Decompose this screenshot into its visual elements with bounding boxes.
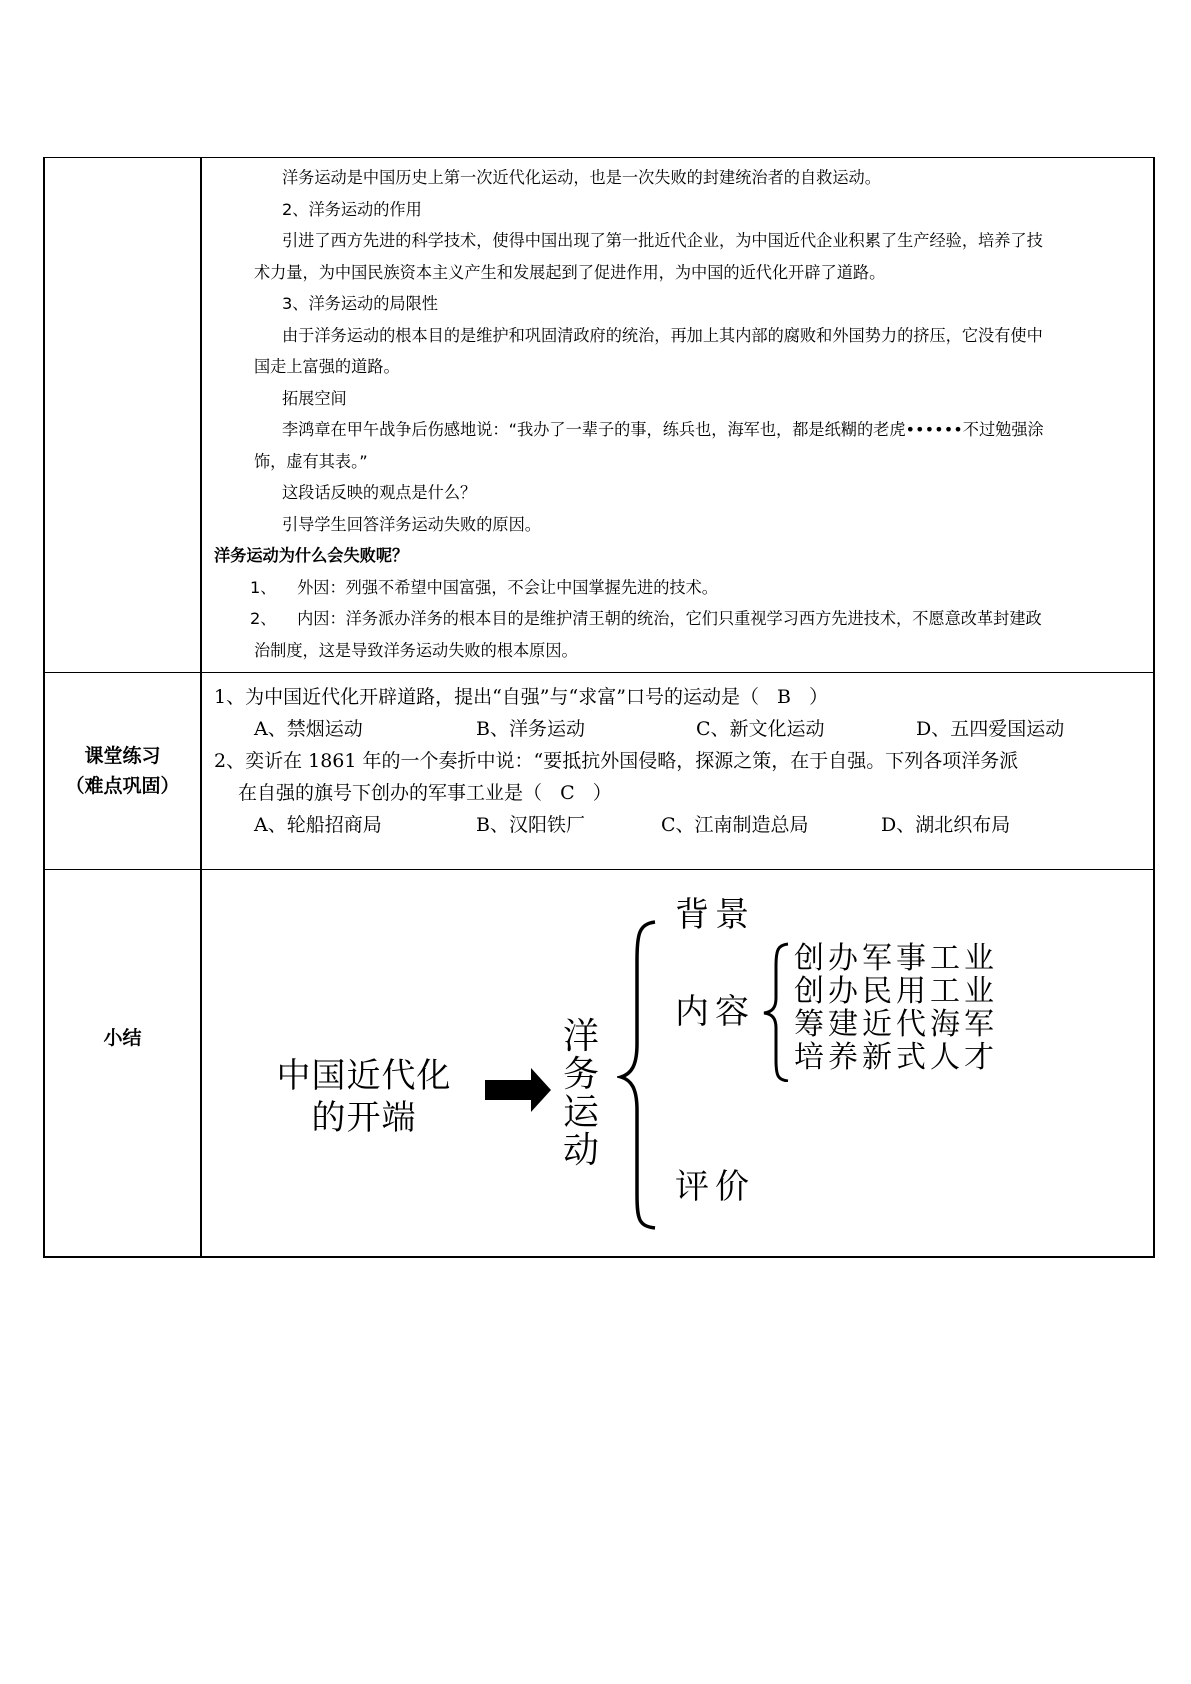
summary-label: 小结 bbox=[103, 1027, 142, 1049]
row-content-label-cell bbox=[44, 158, 201, 673]
row-exercise bbox=[44, 673, 1154, 870]
mindmap-center bbox=[559, 1018, 603, 1170]
small-brace-icon bbox=[758, 942, 794, 1082]
row-content-body-cell bbox=[201, 158, 1154, 673]
text-line: 引导学生回答洋务运动失败的原因。 bbox=[282, 514, 541, 534]
question-2-cont: 在自强的旗号下创办的军事工业是（ C ） bbox=[238, 782, 612, 804]
q2-option-c: C、江南制造总局 bbox=[661, 814, 809, 836]
reason-internal: 2、 内因：洋务派办洋务的根本目的是维护清王朝的统治，它们只重视学习西方先进技术，不愿意改革封建政 bbox=[250, 609, 1042, 628]
quote-line: 李鸿章在甲午战争后伤感地说：“我办了一辈子的事，练兵也，海军也，都是纸糊的老虎••••••不过勉强涂 bbox=[282, 420, 1044, 439]
text-line: 国走上富强的道路。 bbox=[254, 357, 400, 376]
q2-option-d: D、湖北织布局 bbox=[881, 814, 1011, 836]
row-summary-body-cell bbox=[201, 870, 1154, 1258]
center-char: 洋 bbox=[562, 1016, 599, 1057]
reason-internal-cont: 治制度，这是导致洋务运动失败的根本原因。 bbox=[254, 640, 578, 660]
center-char: 动 bbox=[562, 1130, 599, 1171]
row-exercise-label-cell bbox=[44, 673, 201, 870]
origin-line1: 中国近代化 bbox=[276, 1056, 452, 1096]
reason-external: 1、 外因：列强不希望中国富强，不会让中国掌握先进的技术。 bbox=[250, 577, 718, 597]
question-1-options bbox=[214, 713, 1141, 745]
mind-map bbox=[202, 870, 1153, 1256]
row-content bbox=[44, 158, 1154, 673]
branch-content: 内容 bbox=[675, 992, 755, 1032]
q2-option-a: A、轮船招商局 bbox=[254, 814, 382, 836]
quote-line: 饰，虚有其表。” bbox=[254, 451, 368, 471]
branch-background: 背景 bbox=[675, 895, 755, 935]
center-char: 务 bbox=[562, 1054, 599, 1095]
text-line: 这段话反映的观点是什么？ bbox=[282, 483, 477, 502]
question-2: 2、奕䜣在 1861 年的一个奏折中说：“要抵抗外国侵略，探源之策，在于自强。下列各项洋务派 bbox=[214, 750, 1019, 772]
exercise-label bbox=[45, 741, 200, 801]
subheading-extension: 拓展空间 bbox=[282, 388, 347, 408]
exercise-label-line1: 课堂练习 bbox=[84, 745, 161, 767]
exercise-label-line2: （难点巩固） bbox=[65, 775, 180, 797]
question-heading: 洋务运动为什么会失败呢？ bbox=[214, 546, 409, 565]
lesson-table bbox=[43, 157, 1155, 1258]
mindmap-origin bbox=[244, 1055, 484, 1139]
content-block bbox=[202, 158, 1153, 672]
row-exercise-body-cell bbox=[201, 673, 1154, 870]
exercise-block bbox=[202, 673, 1153, 847]
branch-evaluation: 评价 bbox=[675, 1167, 755, 1207]
text-line: 引进了西方先进的科学技术，使得中国出现了第一批近代企业，为中国近代企业积累了生产经验，培养了技 bbox=[282, 231, 1043, 250]
question-2-options bbox=[214, 809, 1141, 841]
q1-option-a: A、禁烟运动 bbox=[254, 718, 363, 740]
arrow-right-icon bbox=[485, 1066, 565, 1116]
question-1: 1、为中国近代化开辟道路，提出“自强”与“求富”口号的运动是（ B ） bbox=[214, 686, 829, 708]
q1-option-b: B、洋务运动 bbox=[476, 718, 585, 740]
subheading-limits: 3、洋务运动的局限性 bbox=[282, 294, 438, 313]
origin-line2: 的开端 bbox=[311, 1098, 417, 1138]
row-summary-label-cell bbox=[44, 870, 201, 1258]
large-brace-icon bbox=[617, 920, 667, 1230]
q2-option-b: B、汉阳铁厂 bbox=[476, 814, 585, 836]
text-line: 术力量，为中国民族资本主义产生和发展起到了促进作用，为中国的近代化开辟了道路。 bbox=[254, 262, 886, 282]
content-item: 创办军事工业 bbox=[794, 941, 998, 976]
row-summary bbox=[44, 870, 1154, 1258]
subheading-role: 2、洋务运动的作用 bbox=[282, 199, 422, 219]
center-char: 运 bbox=[562, 1092, 599, 1133]
content-item: 创办民用工业 bbox=[794, 974, 998, 1009]
text-line: 由于洋务运动的根本目的是维护和巩固清政府的统治，再加上其内部的腐败和外国势力的挤压，它没有使中 bbox=[282, 325, 1043, 345]
text-line: 洋务运动是中国历史上第一次近代化运动，也是一次失败的封建统治者的自救运动。 bbox=[282, 168, 881, 187]
q1-option-c: C、新文化运动 bbox=[696, 718, 825, 740]
content-item: 培养新式人才 bbox=[794, 1040, 998, 1075]
content-item: 筹建近代海军 bbox=[794, 1007, 998, 1042]
content-items bbox=[794, 942, 998, 1074]
q1-option-d: D、五四爱国运动 bbox=[916, 718, 1065, 740]
